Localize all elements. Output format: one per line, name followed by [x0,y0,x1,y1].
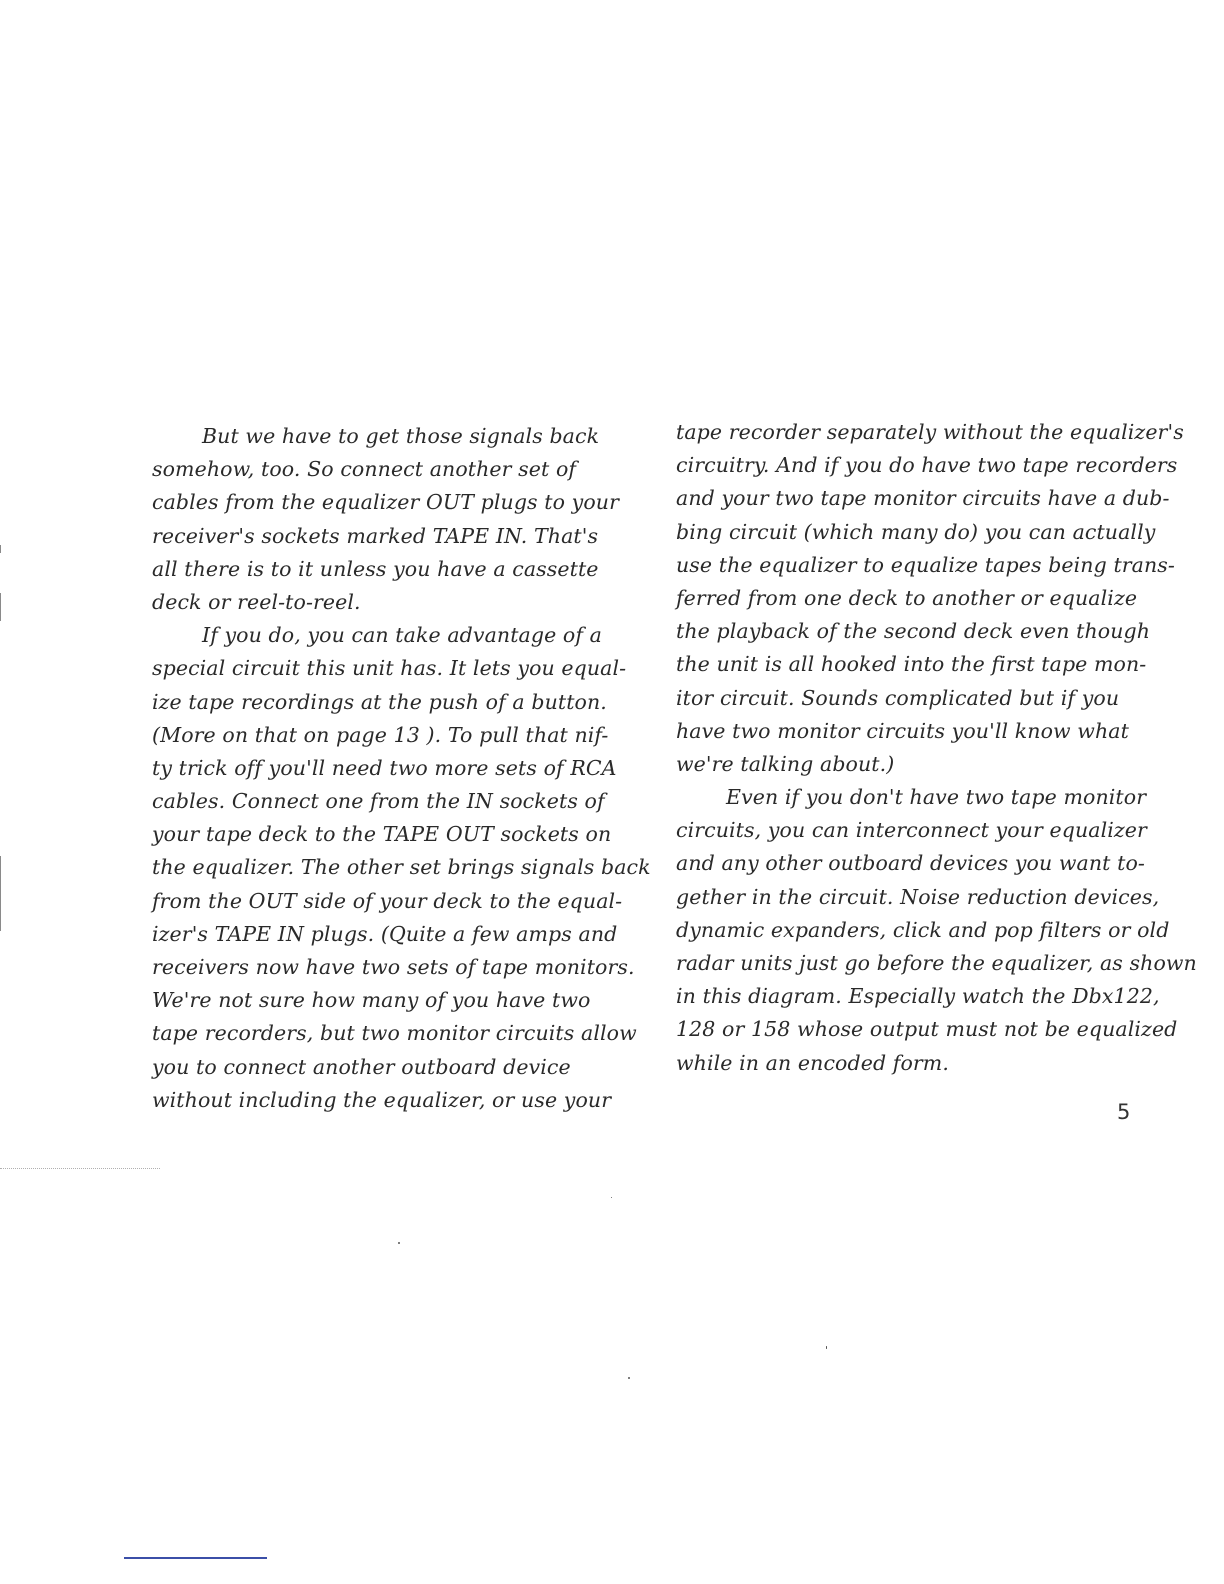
paragraph-line: receiver's sockets marked TAPE IN. That's [152,523,599,548]
scan-edge-mark [0,593,1,621]
scan-speck [611,1197,612,1198]
scan-edge-mark [0,545,1,553]
paragraph-line: have two monitor circuits you'll know what [676,718,1129,743]
bottom-rule [124,1557,267,1559]
paragraph-line: We're not sure how many of you have two [152,988,591,1013]
scan-speck [398,1242,400,1244]
paragraph-line: the unit is all hooked into the first tape mon- [676,652,1147,677]
scan-edge-mark [0,856,1,931]
paragraph-line: deck or reel-to-reel. [152,589,361,614]
paragraph-line: the equalizer. The other set brings signals back [152,855,651,880]
paragraph-line: tape recorders, but two monitor circuits allow [152,1021,637,1046]
paragraph-line: If you do, you can take advantage of a [202,623,602,648]
paragraph-line: 128 or 158 whose output must not be equalized [676,1017,1178,1042]
paragraph-line: in this diagram. Especially watch the Dbx122, [676,984,1160,1009]
scan-dotted-rule [0,1168,160,1169]
paragraph-line: from the OUT side of your deck to the equal- [152,888,623,913]
paragraph-line: circuitry. And if you do have two tape recorders [676,453,1178,478]
paragraph-line: receivers now have two sets of tape monitors. [152,955,635,979]
paragraph-line: izer's TAPE IN plugs. (Quite a few amps and [152,921,618,946]
scan-speck [826,1346,827,1349]
paragraph-line: and your two tape monitor circuits have a dub- [676,486,1170,511]
paragraph-line: special circuit this unit has. It lets you equal- [152,656,627,681]
paragraph-line: (More on that on page 13 ). To pull that nif- [152,722,609,747]
paragraph-line: itor circuit. Sounds complicated but if you [676,685,1120,710]
paragraph-line: circuits, you can interconnect your equalizer [676,818,1147,843]
paragraph-line: dynamic expanders, click and pop filters or old [676,917,1170,942]
paragraph-line: ize tape recordings at the push of a button. [152,689,607,714]
paragraph-line: and any other outboard devices you want to- [676,851,1145,876]
paragraph-line: without including the equalizer, or use your [152,1087,612,1112]
paragraph-line: ferred from one deck to another or equalize [676,585,1138,610]
paragraph-line: the playback of the second deck even though [676,619,1151,644]
paragraph-line: all there is to it unless you have a cassette [152,556,599,581]
paragraph-line: your tape deck to the TAPE OUT sockets on [152,822,612,847]
paragraph-line: somehow, too. So connect another set of [152,457,577,482]
paragraph-line: radar units just go before the equalizer, as shown [676,951,1197,975]
paragraph-line: gether in the circuit. Noise reduction devices, [676,884,1160,909]
paragraph-line: use the equalizer to equalize tapes being trans- [676,552,1175,577]
paragraph-line: But we have to get those signals back [202,424,600,448]
paragraph-line: tape recorder separately without the equalizer's [676,420,1184,444]
paragraph-line: you to connect another outboard device [152,1054,571,1079]
paragraph-line: cables. Connect one from the IN sockets of [152,789,605,814]
paragraph-line: ty trick off you'll need two more sets of RCA [152,755,617,780]
paragraph-line: we're talking about.) [676,751,895,776]
scan-speck [628,1377,630,1379]
right-text-column [676,416,1197,1080]
paragraph-line: Even if you don't have two tape monitor [726,785,1147,810]
paragraph-line: while in an encoded form. [676,1050,949,1075]
page-number: 5 [1117,1100,1131,1124]
left-text-column [152,420,651,1117]
paragraph-line: bing circuit (which many do) you can actually [676,519,1156,544]
paragraph-line: cables from the equalizer OUT plugs to your [152,490,620,515]
